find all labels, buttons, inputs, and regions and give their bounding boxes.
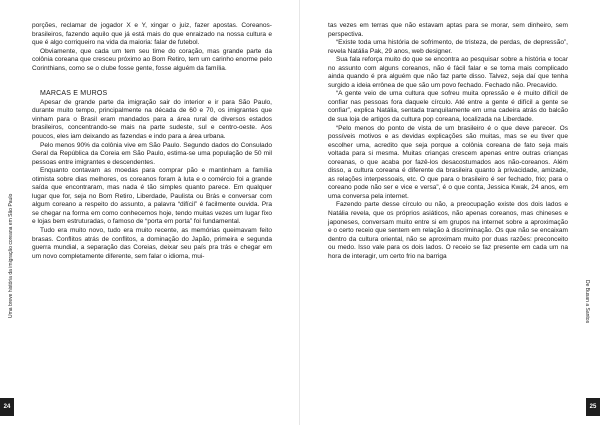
right-page-number: 25 [586, 398, 600, 416]
body-paragraph: Fazendo parte desse círculo ou não, a preocupação existe dos dois lados e Natália revela, que os próprios asiáticos, não apenas coreanos, mas chineses e japoneses, conversam muito entre si em grupos na internet sobre a aproximação e o certo receio que sentem em relação à discriminação. Os que não se encaixam dentro da cultura oriental, não se aproximam muito por duas razões: preconceito ou medo. Isso vale para os dois lados. O receio se faz presente em cada um na hora de interagir, um certo frio na barriga [328, 201, 568, 260]
body-paragraph: Apesar de grande parte da imigração sair do interior e ir para São Paulo, durante muito tempo, principalmente na década de 60 e 70, os imigrantes que vinham para o Brasil eram mandados para a área rural de diversos estados brasileiros, concentrando-se mais na parte sudeste, sul e centro-oeste. Aos poucos, eles iam deixando as fazendas e indo para a área urbana. [32, 98, 272, 141]
left-running-title: Uma breve história da imigração coreana em São Paulo [8, 193, 14, 318]
body-paragraph: “Existe toda uma história de sofrimento, de tristeza, de perdas, de depressão”, revela Natália Pak, 29 anos, web designer. [328, 39, 568, 55]
right-text-column [328, 22, 568, 261]
body-paragraph: porções, reclamar de jogador X e Y, xingar o juiz, fazer apostas. Coreanos-brasileiros, fazendo aquilo que já está mais do que enraizado na nossa cultura e que é algo corriqueiro na vida da maioria: falar de futebol. [32, 22, 272, 47]
right-running-title: De Busan a Santos [584, 280, 590, 324]
body-paragraph: Obviamente, que cada um tem seu time do coração, mas grande parte da colônia coreana que cresceu próximo ao Bom Retiro, tem um carinho enorme pelo Corinthians, como se o clube fosse gente, fosse alguém da família. [32, 47, 272, 72]
body-paragraph: Enquanto contavam as moedas para comprar pão e mantinham a família otimista sobre dias melhores, os coreanos foram à luta e o comércio foi a grande saída que encontraram, mas nada é tão simples quanto parece. Em qualquer lugar que for, seja no Bom Retiro, Liberdade, Paulista ou Brás e conversar com algum coreano a respeito do assunto, a palavra “difícil” é facilmente ouvida. Pra se chegar na forma em como conhecemos hoje, tendo muitas vezes um lugar fixo e lojas bem estruturadas, o famoso de “porta em porta” foi fundamental. [32, 167, 272, 226]
body-paragraph: tas vezes em terras que não estavam aptas para se morar, sem dinheiro, sem perspectiva. [328, 22, 568, 38]
section-heading: MARCAS E MUROS [40, 90, 108, 98]
body-paragraph: Sua fala reforça muito do que se encontra ao pesquisar sobre a história e tocar no assunto com alguns coreanos, não é fácil falar e se torna mais complicado ainda quando é pra alguém que não faz parte disso. Talvez, seja daí que tenha surgido a ideia errônea de que são um povo fechado. Fechado não. Precavido. [328, 56, 568, 89]
left-page-number: 24 [0, 398, 14, 416]
body-paragraph: “Pelo menos do ponto de vista de um brasileiro é o que deve parecer. Os possíveis motivos e as devidas explicações são muitas, mas se eu tiver que escolher uma, acredito que seja porque a colônia coreana de fato seja mais voltada para si mesma. Muitas crianças crescem apenas entre outras crianças coreanas, o que acaba por fazê-los desacostumados aos não-coreanos. Além disso, a cultura coreana é diferente da brasileira quanto à privacidade, amizade, as relações interpessoais, etc. O que para o brasileiro é ser fechado, frio; para o coreano pode não ser e vice e versa”, é o que conta, Jessica Kwak, 24 anos, em uma conversa pela internet. [328, 124, 568, 200]
body-paragraph: Pelo menos 90% da colônia vive em São Paulo. Segundo dados do Consulado Geral da República da Coreia em São Paulo, estima-se uma população de 50 mil pessoas entre imigrantes e descendentes. [32, 141, 272, 166]
body-paragraph: Tudo era muito novo, tudo era muito recente, as memórias queimavam feito brasas. Conflitos atrás de conflitos, a dominação do Japão, primeira e segunda guerra mundial, a separação das Coreias, deixar seu país pra trás e chegar em um novo completamente diferente, sem falar o idioma, mui- [32, 227, 272, 260]
left-text-column [32, 22, 272, 261]
body-paragraph: “A gente veio de uma cultura que sofreu muita opressão e é muito difícil de confiar nas pessoas fora daquele círculo. Até entre a gente é difícil a gente se confiar”, explica Natália, sentada tranquilamente em uma cadeira atrás do balcão de sua loja de artigos da cultura pop coreana, localizada na Liberdade. [328, 90, 568, 124]
right-page [300, 0, 600, 425]
